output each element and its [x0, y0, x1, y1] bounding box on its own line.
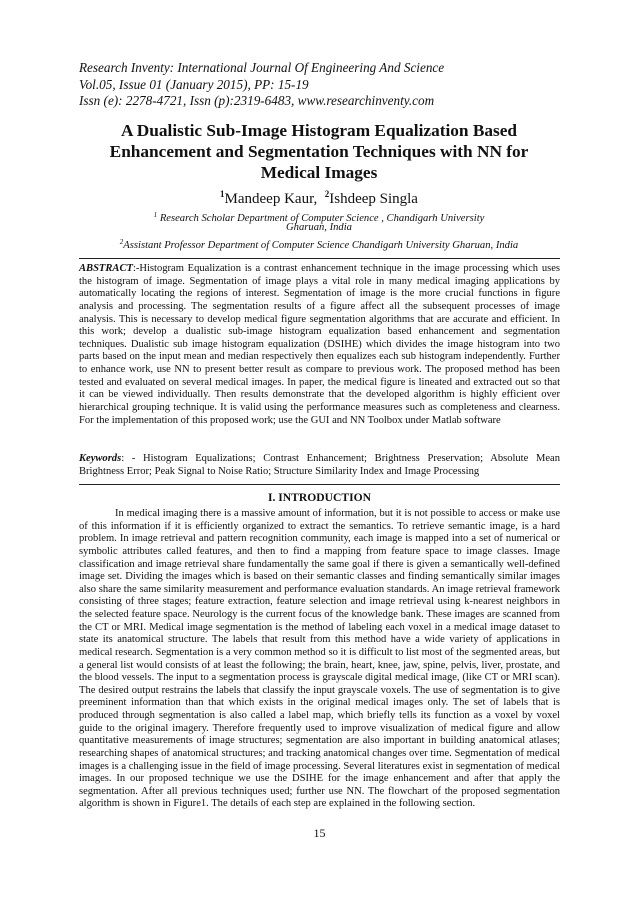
affiliation-2 [60, 236, 578, 253]
journal-name: Research Inventy: International Journal Of Engineering And Science [79, 60, 445, 75]
abstract-text: :-Histogram Equalization is a contrast enhancement technique in the image processing which uses the histogram of image. Segmentation of image plays a vital role in many medical imaging applications by automatically locating the regions of interest. Segmentation of image is the more crucial functions in figure analysis and processing. The segmentation results of a figure affect all the subsequent processes of image analysis. This is necessary to develop medical figure segmentation algorithms that are accurate and efficient. In this work; develop a dualistic sub-image histogram equalization based enhancement and segmentation techniques. Dualistic sub image histogram equalization (DSIHE) which divides the image histogram into two parts based on the input mean and median respectively then equalizes each sub histogram independently. Further to enhance work, use NN to present better result as compare to previous work. The proposed method has been tested and evaluated on several medical images. In paper, the medical figure is lineated and extracted out so that it can be viewed individually. Then results demonstrate that the developed algorithm is highly efficient over hierarchical grouping technique. It is valid using the performance measures such as completeness and clearness. For the implementation of this proposed work; use the GUI and NN Toolbox under Matlab software [79, 263, 560, 426]
affiliation-1-location: Gharuan, India [286, 222, 352, 233]
affiliation-2-text: Assistant Professor Department of Computer Science Chandigarh University Gharuan, India [123, 240, 519, 251]
keywords [79, 453, 560, 478]
abstract-label: ABSTRACT [79, 263, 133, 274]
author-1: Mandeep Kaur, [224, 191, 318, 207]
affiliation-1-index: 1 [153, 211, 158, 219]
introduction-paragraph [79, 508, 560, 811]
keywords-label: Keywords [79, 453, 122, 464]
abstract [79, 263, 560, 427]
paper-title [60, 120, 578, 183]
abstract-top-rule [79, 258, 560, 259]
title-line-2: Enhancement and Segmentation Techniques with NN for [109, 142, 529, 161]
journal-volume: Vol.05, Issue 01 (January 2015), PP: 15-19 [79, 76, 309, 92]
author-2-index: 2 [324, 189, 330, 199]
section-heading: I. INTRODUCTION [267, 491, 372, 504]
title-line-3: Medical Images [260, 163, 378, 182]
affiliation-1-line-1: Research Scholar Department of Computer Science , Chandigarh University [159, 213, 485, 224]
journal-header [79, 60, 579, 110]
page-number: 15 [313, 826, 326, 840]
author-2: Ishdeep Singla [329, 191, 418, 207]
keywords-bottom-rule [79, 484, 560, 485]
journal-issn: Issn (e): 2278-4721, Issn (p):2319-6483, www.researchinventy.com [79, 93, 435, 108]
affiliation-2-index: 2 [119, 238, 124, 246]
author-1-index: 1 [220, 189, 225, 199]
introduction-text: In medical imaging there is a massive amount of information, but it is not possible to access or make use of this information if it is efficiently organized to extract the semantics. To retrieve semantic image, is a hard problem. In image retrieval and pattern recognition community, each image is mapped into a set of numerical or symbolic attributes called features, and then to find a mapping from feature space to image classes. Image classification and image retrieval share fundamentally the same goal if there is given a semantically well-defined image set. Dividing the images which is based on their semantic classes and finding semantically similar images also share the same similarity measurement and performance evaluation standards. An image retrieval framework consisting of three stages; feature extraction, feature selection and image retrieval using k-nearest neighbors in the selected feature space. Neurology is the current focus of the knowledge bank. These images are scanned from the CT or MRI. Medical image segmentation is the method of labeling each voxel in a medical image dataset to state its anatomical structure. The labels that result from this method have a wide variety of applications in medical research. Segmentation is a very common method so it is difficult to list most of the segmented areas, but a general list would consists of at least the following; the brain, heart, knee, jaw, spine, pelvis, liver, prostate, and the blood vessels. The input to a segmentation process is grayscale digital medical image, (like CT or MRI scan). The desired output restrains the labels that classify the input grayscale voxels. The use of segmentation is to give preeminent information than that which exists in the original medical images only. The set of labels that is produced through segmentation is also called a label map, which briefly tells its function as a voxel by voxel guide to the original imagery. Therefore frequently used to improve visualization of medical figure and allow quantitative measurements of image structures; segmentation are also important in building anatomical atlases; researching shapes of anatomical structures; and tracking anatomical changes over time. Segmentation of medical images is a challenging issue in the field of image processing. Several literatures exist in segmentation of medical images. In our proposed technique we use the DSIHE for the image enhancement and after that apply the segmentation. After all previous techniques used; further use NN. The flowchart of the proposed segmentation algorithm is shown in Figure1. The details of each step are explained in the following section. [79, 508, 560, 810]
title-line-1: A Dualistic Sub-Image Histogram Equalization Based [120, 121, 518, 140]
author-list [60, 185, 578, 208]
keywords-text: : - Histogram Equalizations; Contrast Enhancement; Brightness Preservation; Absolute Mean Brightness Error; Peak Signal to Noise Ratio; Structure Similarity Index and Image Processing [79, 453, 560, 477]
